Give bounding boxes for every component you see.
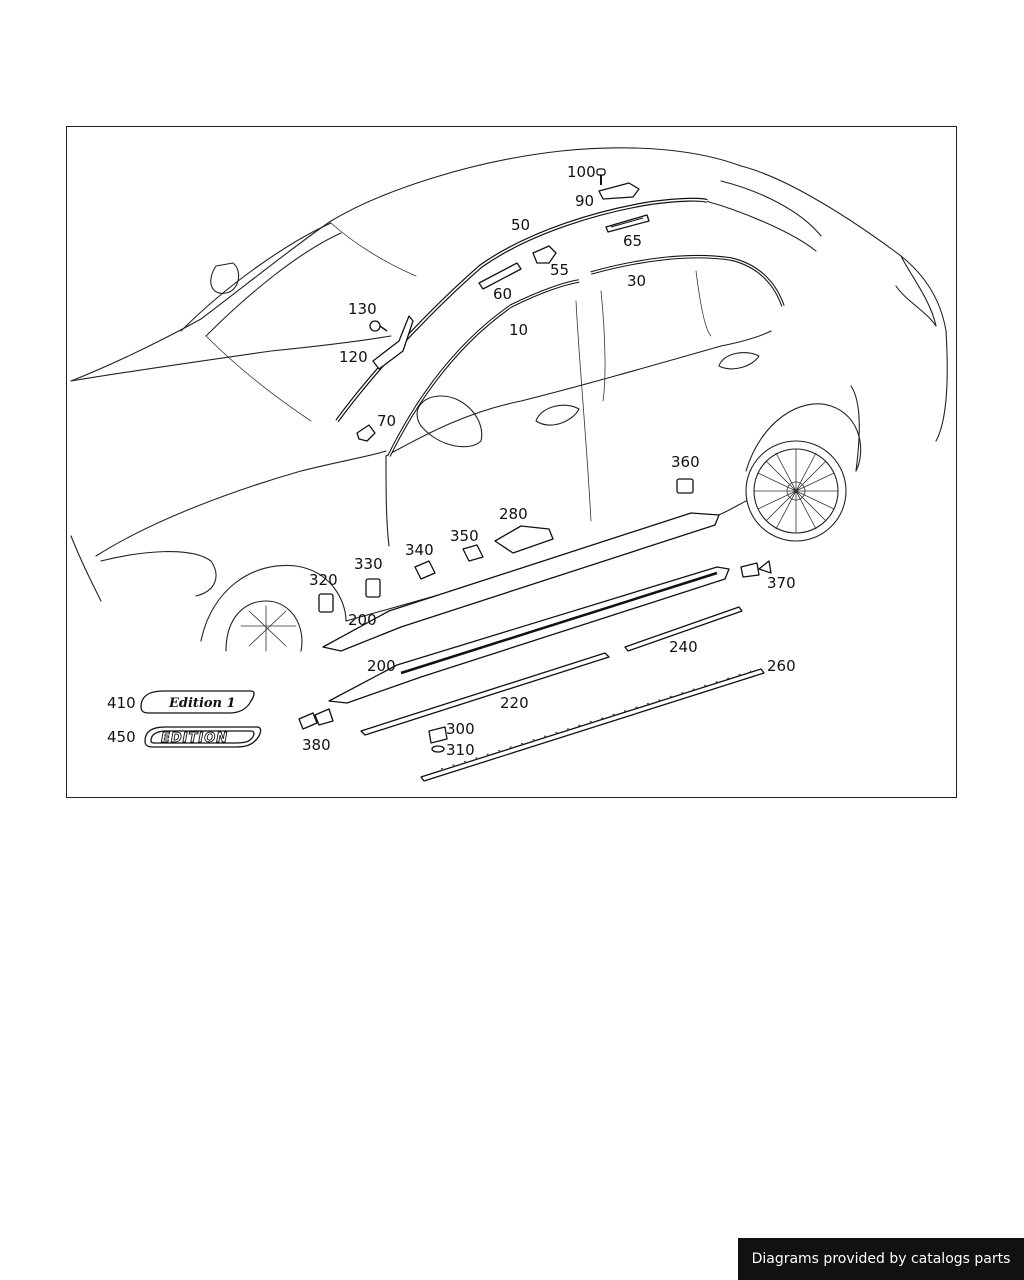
parts-diagram-frame <box>66 126 957 798</box>
part-label-50: 50 <box>511 216 531 234</box>
part-label-340: 340 <box>405 541 434 559</box>
part-label-70: 70 <box>377 412 397 430</box>
part-label-200-upper: 200 <box>348 611 377 629</box>
part-label-30: 30 <box>627 272 647 290</box>
part-label-120: 120 <box>339 348 368 366</box>
part-label-60: 60 <box>493 285 513 303</box>
badge-edition-1 <box>141 691 254 713</box>
parts-diagram <box>67 127 958 799</box>
part-label-330: 330 <box>354 555 383 573</box>
part-label-410: 410 <box>107 694 136 712</box>
part-label-370: 370 <box>767 574 796 592</box>
part-label-300: 300 <box>446 720 475 738</box>
part-label-450: 450 <box>107 728 136 746</box>
part-label-310: 310 <box>446 741 475 759</box>
part-label-280: 280 <box>499 505 528 523</box>
badge-edition-text: EDITION <box>161 731 229 746</box>
side-skirts <box>323 513 764 781</box>
badge-edition-1-text: Edition 1 <box>169 696 236 711</box>
part-label-130: 130 <box>348 300 377 318</box>
part-label-200-lower: 200 <box>367 657 396 675</box>
part-label-220: 220 <box>500 694 529 712</box>
part-label-360: 360 <box>671 453 700 471</box>
part-label-10: 10 <box>509 321 529 339</box>
part-label-240: 240 <box>669 638 698 656</box>
part-label-260: 260 <box>767 657 796 675</box>
badge-edition <box>145 727 261 747</box>
part-label-55: 55 <box>550 261 570 279</box>
part-labels <box>107 163 796 759</box>
part-label-350: 350 <box>450 527 479 545</box>
part-label-65: 65 <box>623 232 643 250</box>
part-label-320: 320 <box>309 571 338 589</box>
part-label-90: 90 <box>575 192 595 210</box>
part-label-380: 380 <box>302 736 331 754</box>
footer-credit: Diagrams provided by catalogs parts <box>738 1238 1024 1280</box>
part-label-100: 100 <box>567 163 596 181</box>
